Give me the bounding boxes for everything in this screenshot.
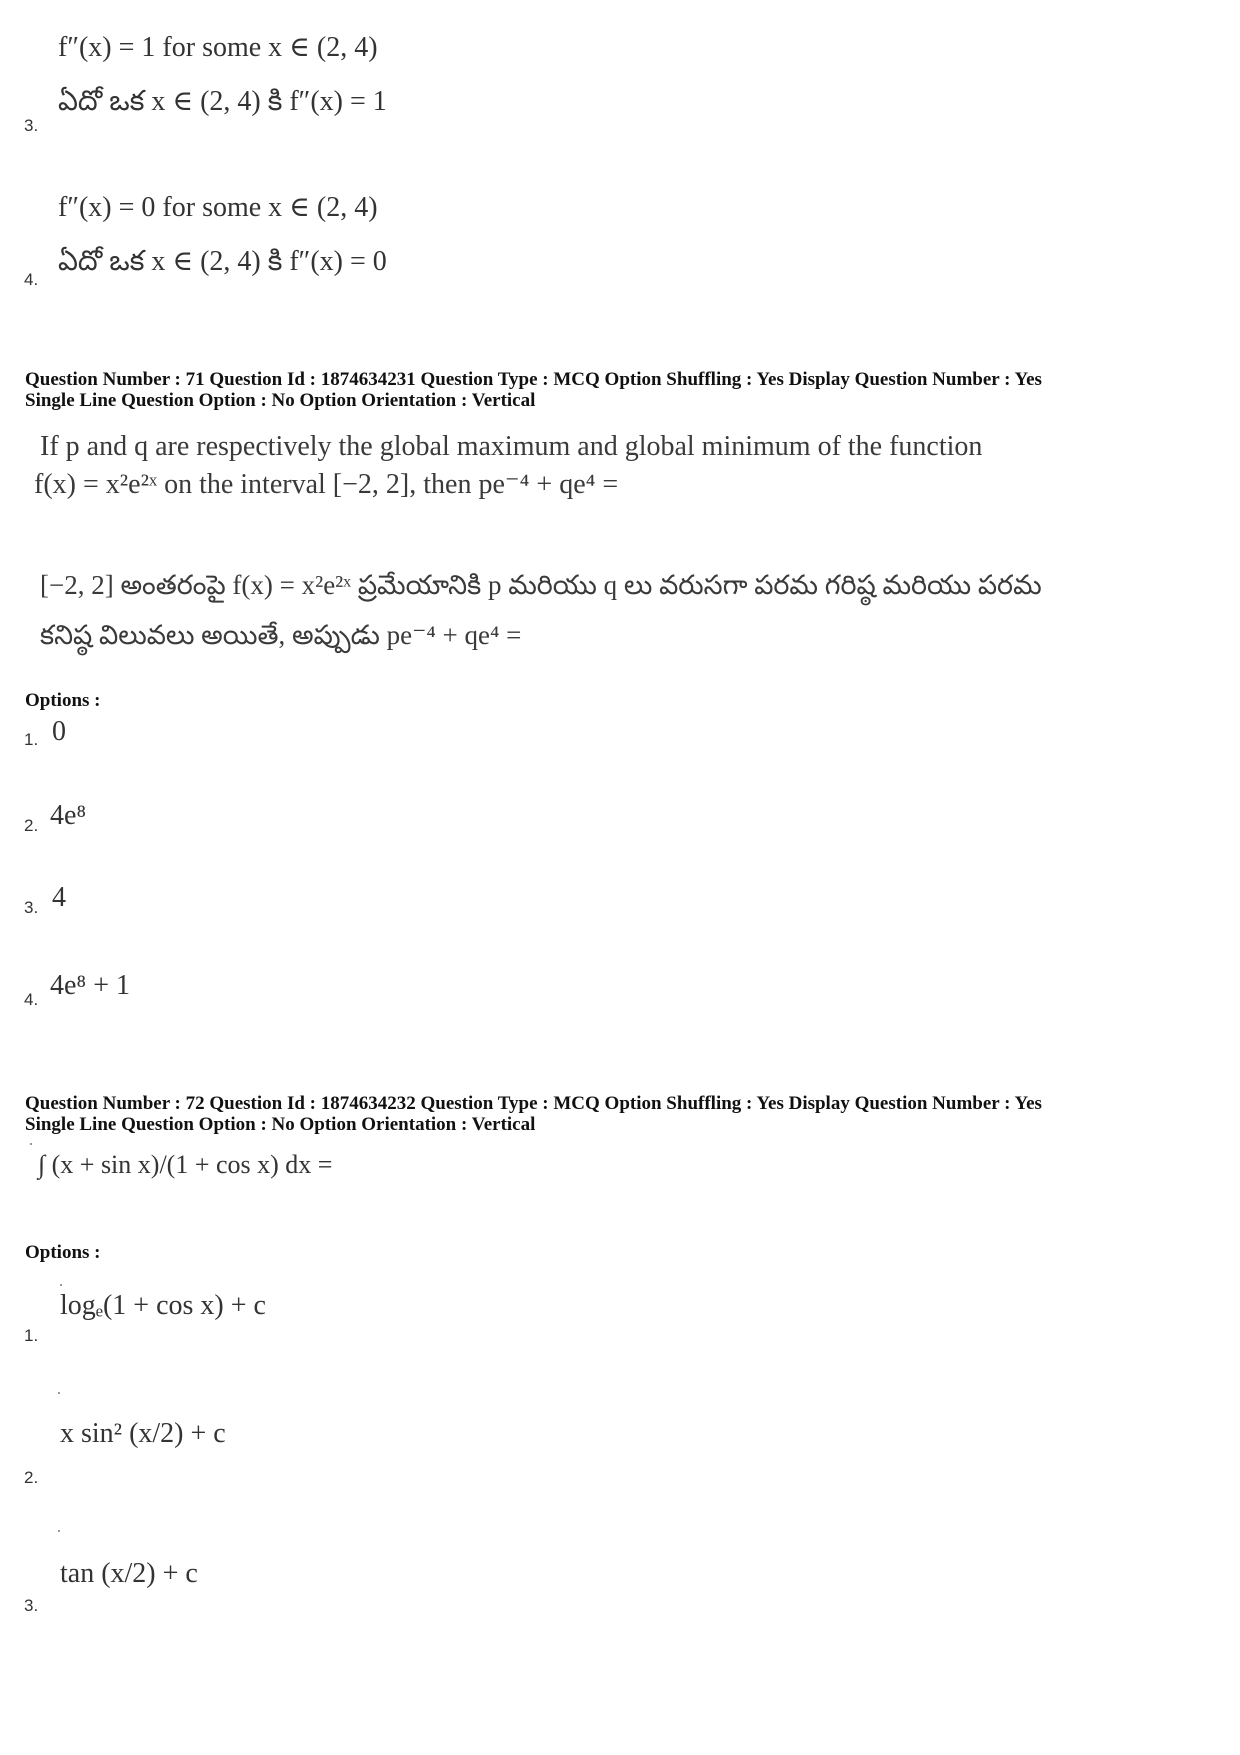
decorative-dot: [30, 1143, 32, 1145]
q72-option-1-number: 1.: [24, 1326, 39, 1345]
q72-meta-line1: Question Number : 72 Question Id : 1874634232 Question Type : MCQ Option Shuffling : Yes Display Question Number : Yes: [25, 1093, 1042, 1114]
q71-telugu-line2: కనిష్ఠ విలువలు అయితే, అప్పుడు pe⁻⁴ + qe⁴ =: [40, 620, 522, 650]
q71-option-4-text[interactable]: 4e⁸ + 1: [50, 970, 130, 1001]
prev-option-3-number: 3.: [24, 116, 39, 135]
q71-option-4-number: 4.: [24, 990, 39, 1009]
decorative-dot: [58, 1530, 60, 1532]
q71-option-3-text[interactable]: 4: [52, 882, 66, 913]
q72-meta-line2: Single Line Question Option : No Option Orientation : Vertical: [25, 1114, 536, 1135]
q71-option-2-number: 2.: [24, 816, 39, 835]
q71-option-1-text[interactable]: 0: [52, 716, 66, 747]
q71-options-label: Options :: [25, 690, 101, 711]
q71-option-1-number: 1.: [24, 730, 39, 749]
q72-question: ∫ (x + sin x)/(1 + cos x) dx =: [38, 1150, 333, 1179]
q72-options-label: Options :: [25, 1242, 101, 1263]
prev-option-4-number: 4.: [24, 270, 39, 289]
prev-option-4-english: f″(x) = 0 for some x ∈ (2, 4): [58, 192, 378, 223]
prev-option-3-telugu: ఏదో ఒక x ∈ (2, 4) కి f″(x) = 1: [58, 86, 387, 117]
q72-option-3-text[interactable]: tan (x/2) + c: [60, 1558, 198, 1589]
q71-telugu-line1: [−2, 2] అంతరంపై f(x) = x²e²ˣ ప్రమేయానికి p మరియు q లు వరుసగా పరమ గరిష్ఠ మరియు పరమ: [40, 570, 1042, 600]
q71-meta-line2: Single Line Question Option : No Option Orientation : Vertical: [25, 390, 536, 411]
prev-option-4-telugu: ఏదో ఒక x ∈ (2, 4) కి f″(x) = 0: [58, 246, 387, 277]
q72-option-2-text[interactable]: x sin² (x/2) + c: [60, 1418, 226, 1449]
q71-option-3-number: 3.: [24, 898, 39, 917]
prev-option-3-english: f″(x) = 1 for some x ∈ (2, 4): [58, 32, 378, 63]
q72-option-2-number: 2.: [24, 1468, 39, 1487]
decorative-dot: [58, 1392, 60, 1394]
decorative-dot: [60, 1284, 62, 1286]
q72-option-1-text[interactable]: logₑ(1 + cos x) + c: [60, 1290, 266, 1321]
q71-meta-line1: Question Number : 71 Question Id : 1874634231 Question Type : MCQ Option Shuffling : Yes Display Question Number : Yes: [25, 369, 1042, 390]
q71-english-line1: If p and q are respectively the global maximum and global minimum of the function: [40, 431, 983, 462]
q72-option-3-number: 3.: [24, 1596, 39, 1615]
q71-english-line2: f(x) = x²e²ˣ on the interval [−2, 2], then pe⁻⁴ + qe⁴ =: [34, 469, 619, 500]
q71-option-2-text[interactable]: 4e⁸: [50, 800, 87, 831]
